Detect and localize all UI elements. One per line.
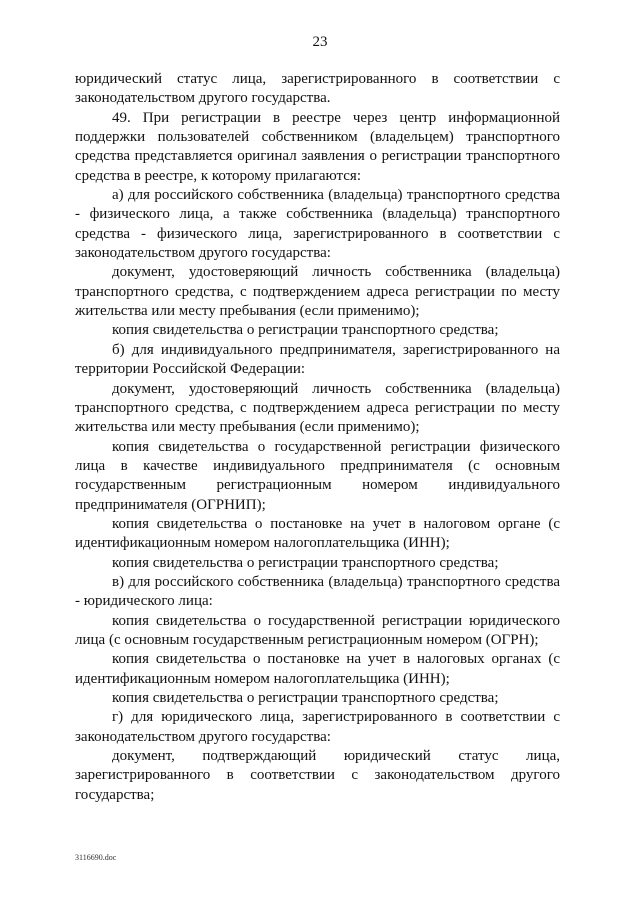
paragraph: копия свидетельства о постановке на учет в налоговых органах (с идентификационным номером налогоплательщика (ИНН); xyxy=(75,651,560,687)
paragraph: копия свидетельства о регистрации транспортного средства; xyxy=(112,322,499,339)
paragraph: документ, удостоверяющий личность собственника (владельца) транспортного средства, с подтверждением адреса регистрации по месту жительства или месту пребывания (если применимо); xyxy=(75,380,560,436)
paragraph: документ, подтверждающий юридический статус лица, зарегистрированного в соответствии с законодательством другого государства; xyxy=(75,748,560,803)
paragraph: копия свидетельства о государственной регистрации юридического лица (с основным государственным регистрационным номером (ОГРН); xyxy=(75,612,560,648)
paragraph: 49. При регистрации в реестре через центр информационной поддержки пользователей собственником (владельцем) транспортного средства представляется оригинал заявления о регистрации транспортного средства в реестре, к которому прилагаются: xyxy=(75,109,560,184)
paragraph: копия свидетельства о регистрации транспортного средства; xyxy=(112,554,499,571)
paragraph: б) для индивидуального предпринимателя, зарегистрированного на территории Российской Федерации: xyxy=(75,341,560,378)
paragraph: копия свидетельства о регистрации транспортного средства; xyxy=(112,690,499,706)
paragraph: копия свидетельства о государственной регистрации физического лица в качестве индивидуального предпринимателя (с основным государственным регистрационным номером индивидуального предпринимателя (ОГРНИП); xyxy=(75,438,560,513)
page-number: 23 xyxy=(312,34,328,50)
footer-file-code: 3116690.doc xyxy=(75,853,117,862)
paragraph: а) для российского собственника (владельца) транспортного средства - физического лица, а также собственника (владельца) транспортного средства - физического лица, зарегистрированного в соответствии с законодательством другого государства: xyxy=(75,187,560,262)
document-body xyxy=(75,70,560,805)
paragraph: в) для российского собственника (владельца) транспортного средства - юридического лица: xyxy=(75,573,560,610)
paragraph: г) для юридического лица, зарегистрированного в соответствии с законодательством другого государства: xyxy=(75,709,560,745)
paragraph: копия свидетельства о постановке на учет в налоговом органе (с идентификационным номером налогоплательщика (ИНН); xyxy=(75,515,560,552)
paragraph: юридический статус лица, зарегистрированного в соответствии с законодательством другого государства. xyxy=(75,71,560,107)
paragraph: документ, удостоверяющий личность собственника (владельца) транспортного средства, с подтверждением адреса регистрации по месту жительства или месту пребывания (если применимо); xyxy=(75,264,560,320)
